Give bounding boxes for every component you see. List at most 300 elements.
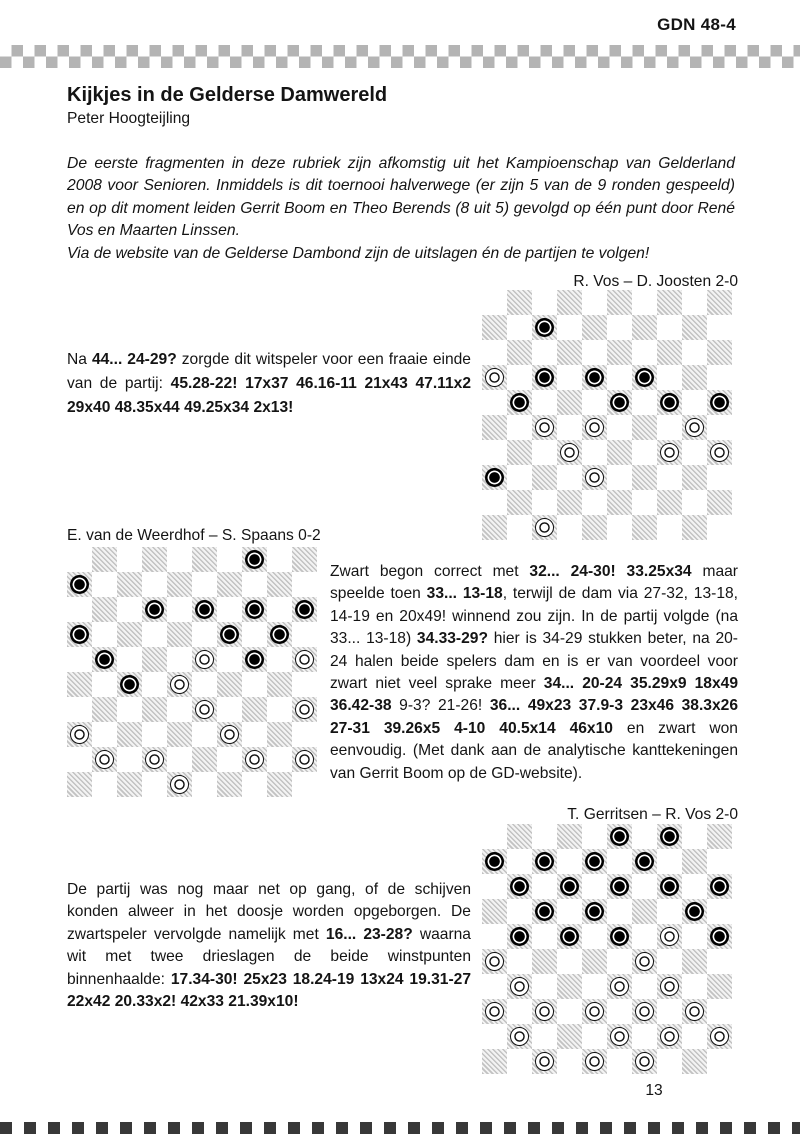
board-square — [167, 622, 192, 647]
board-square — [657, 924, 682, 949]
board-square — [632, 290, 657, 315]
board-square — [707, 949, 732, 974]
white-piece — [170, 675, 189, 694]
white-piece — [660, 977, 679, 996]
board-square — [507, 1049, 532, 1074]
board-square — [117, 697, 142, 722]
board-square — [532, 1049, 557, 1074]
board-square — [707, 824, 732, 849]
white-piece — [485, 952, 504, 971]
board-square — [632, 390, 657, 415]
move-notation: 45.28-22! 17x37 46.16-11 21x43 47.11x2 29x40 48.35x44 49.25x34 2x13! — [67, 374, 472, 416]
move-notation: 34... 20-24 35.29x9 18x49 36.42-38 — [330, 675, 739, 715]
black-piece — [510, 927, 529, 946]
black-piece — [535, 902, 554, 921]
board-square — [632, 824, 657, 849]
board-square — [242, 722, 267, 747]
board-square — [707, 365, 732, 390]
board-square — [657, 290, 682, 315]
white-piece — [295, 750, 314, 769]
board-square — [242, 747, 267, 772]
board-square — [482, 849, 507, 874]
board-square — [92, 772, 117, 797]
board-square — [292, 747, 317, 772]
white-piece — [635, 1052, 654, 1071]
board-square — [532, 1024, 557, 1049]
board-square — [607, 974, 632, 999]
move-notation: 33... 13-18 — [426, 585, 503, 603]
board-square — [482, 999, 507, 1024]
board-square — [92, 572, 117, 597]
white-piece — [535, 1002, 554, 1021]
white-piece — [195, 700, 214, 719]
issue-label: GDN 48-4 — [657, 15, 736, 34]
board-square — [582, 415, 607, 440]
board-square — [217, 547, 242, 572]
board-square — [267, 572, 292, 597]
black-piece — [710, 877, 729, 896]
board-square — [582, 465, 607, 490]
board-square — [682, 824, 707, 849]
board-square — [582, 365, 607, 390]
white-piece — [535, 418, 554, 437]
black-piece — [535, 852, 554, 871]
board-square — [117, 722, 142, 747]
board-square — [657, 999, 682, 1024]
board-square — [167, 747, 192, 772]
board-square — [482, 974, 507, 999]
black-piece — [685, 902, 704, 921]
board-square — [632, 490, 657, 515]
board-square — [292, 547, 317, 572]
board-square — [142, 622, 167, 647]
board-square — [292, 772, 317, 797]
board-square — [607, 390, 632, 415]
board-square — [607, 465, 632, 490]
board-square — [292, 722, 317, 747]
board-square — [682, 899, 707, 924]
board-square — [632, 999, 657, 1024]
black-piece — [610, 827, 629, 846]
black-piece — [610, 393, 629, 412]
board-square — [142, 572, 167, 597]
board-square — [682, 874, 707, 899]
board-square — [267, 547, 292, 572]
board-square — [557, 290, 582, 315]
board-square — [632, 340, 657, 365]
board-square — [557, 899, 582, 924]
move-notation: 16... 23-28? — [325, 925, 413, 943]
board-square — [657, 899, 682, 924]
white-piece — [710, 443, 729, 462]
board-square — [292, 697, 317, 722]
board-square — [507, 849, 532, 874]
board-square — [532, 440, 557, 465]
board-square — [557, 490, 582, 515]
intro-text-2: Via de website van de Gelderse Dambond zijn de uitslagen én de partijen te volgen! — [67, 244, 650, 262]
board-square — [217, 722, 242, 747]
board-square — [242, 622, 267, 647]
black-piece — [510, 877, 529, 896]
game2-caption: E. van de Weerdhof – S. Spaans 0-2 — [67, 527, 321, 544]
board-square — [632, 465, 657, 490]
board-square — [582, 515, 607, 540]
board-square — [507, 899, 532, 924]
white-piece — [585, 1052, 604, 1071]
board-square — [682, 365, 707, 390]
board-square — [267, 772, 292, 797]
board-square — [582, 974, 607, 999]
black-piece — [560, 927, 579, 946]
board-square — [117, 622, 142, 647]
commentary-text: waarna wit met twee drieslagen de beide winstpunten binnenhaalde: — [67, 925, 471, 988]
board-square — [632, 924, 657, 949]
board-square — [707, 290, 732, 315]
board-square — [682, 490, 707, 515]
board-square — [217, 647, 242, 672]
board-square — [582, 949, 607, 974]
board-square — [267, 697, 292, 722]
board-square — [192, 772, 217, 797]
board-square — [607, 290, 632, 315]
board-square — [632, 440, 657, 465]
board-square — [682, 315, 707, 340]
board-square — [482, 515, 507, 540]
board-square — [217, 772, 242, 797]
board-square — [682, 1049, 707, 1074]
board-square — [607, 415, 632, 440]
board-square — [532, 490, 557, 515]
board-square — [557, 874, 582, 899]
board-square — [192, 672, 217, 697]
black-piece — [560, 877, 579, 896]
board-square — [292, 672, 317, 697]
board-square — [92, 622, 117, 647]
white-piece — [95, 750, 114, 769]
board-square — [267, 597, 292, 622]
board-square — [607, 874, 632, 899]
board-square — [507, 999, 532, 1024]
white-piece — [170, 775, 189, 794]
board-square — [682, 974, 707, 999]
board-square — [117, 547, 142, 572]
board-square — [532, 415, 557, 440]
board-square — [682, 465, 707, 490]
white-piece — [295, 700, 314, 719]
board-square — [217, 672, 242, 697]
board-square — [267, 622, 292, 647]
black-piece — [635, 852, 654, 871]
board-square — [707, 924, 732, 949]
board-square — [192, 547, 217, 572]
board-square — [532, 340, 557, 365]
board-square — [607, 899, 632, 924]
white-piece — [70, 725, 89, 744]
board-square — [242, 572, 267, 597]
commentary-text: maar speelde toen — [330, 563, 738, 603]
board-square — [532, 874, 557, 899]
game1-draughts-board — [482, 290, 732, 540]
commentary-text: hier is 34-29 stukken beter, na 20-24 halen beide spelers dam en is er van voordeel voor zwart niet veel sprake meer — [330, 630, 738, 693]
board-square — [67, 622, 92, 647]
board-square — [582, 824, 607, 849]
board-square — [707, 415, 732, 440]
board-square — [67, 647, 92, 672]
board-square — [607, 315, 632, 340]
board-square — [167, 647, 192, 672]
board-square — [117, 597, 142, 622]
white-piece — [635, 1002, 654, 1021]
board-square — [707, 440, 732, 465]
board-square — [482, 924, 507, 949]
board-square — [142, 672, 167, 697]
board-square — [67, 697, 92, 722]
board-square — [632, 874, 657, 899]
white-piece — [585, 468, 604, 487]
board-square — [532, 315, 557, 340]
board-square — [582, 849, 607, 874]
board-square — [242, 697, 267, 722]
board-square — [607, 849, 632, 874]
board-square — [292, 622, 317, 647]
board-square — [507, 924, 532, 949]
board-square — [707, 490, 732, 515]
board-square — [142, 747, 167, 772]
board-square — [557, 1024, 582, 1049]
board-square — [607, 490, 632, 515]
white-piece — [485, 368, 504, 387]
board-square — [682, 340, 707, 365]
board-square — [192, 747, 217, 772]
black-piece — [145, 600, 164, 619]
board-square — [92, 647, 117, 672]
board-square — [217, 697, 242, 722]
board-square — [67, 597, 92, 622]
board-square — [267, 747, 292, 772]
board-square — [217, 572, 242, 597]
board-square — [507, 440, 532, 465]
white-piece — [660, 1027, 679, 1046]
board-square — [217, 622, 242, 647]
white-piece — [195, 650, 214, 669]
board-square — [92, 597, 117, 622]
board-square — [582, 440, 607, 465]
black-piece — [660, 393, 679, 412]
board-square — [607, 515, 632, 540]
move-notation: 32... 24-30! 33.25x34 — [529, 563, 692, 580]
board-square — [557, 824, 582, 849]
board-square — [707, 874, 732, 899]
board-square — [167, 672, 192, 697]
board-square — [192, 622, 217, 647]
board-square — [682, 849, 707, 874]
board-square — [142, 647, 167, 672]
board-square — [92, 722, 117, 747]
black-piece — [585, 368, 604, 387]
board-square — [582, 340, 607, 365]
board-square — [657, 390, 682, 415]
board-square — [267, 672, 292, 697]
board-square — [607, 999, 632, 1024]
board-square — [707, 1049, 732, 1074]
commentary-text: De partij was nog maar net op gang, of de schijven konden alweer in het doosje worden opgeborgen. De zwartspeler vervolgde namelijk met — [67, 881, 471, 943]
board-square — [117, 672, 142, 697]
black-piece — [610, 927, 629, 946]
board-square — [532, 999, 557, 1024]
white-piece — [535, 1052, 554, 1071]
board-square — [532, 390, 557, 415]
board-square — [507, 315, 532, 340]
board-square — [657, 874, 682, 899]
board-square — [707, 849, 732, 874]
board-square — [632, 849, 657, 874]
board-square — [607, 365, 632, 390]
board-square — [632, 899, 657, 924]
move-notation: 36... 49x23 37.9-3 23x46 38.3x26 27-31 39.26x5 4-10 40.5x14 46x10 — [330, 697, 738, 737]
board-square — [482, 874, 507, 899]
board-square — [482, 899, 507, 924]
board-square — [482, 365, 507, 390]
black-piece — [485, 852, 504, 871]
board-square — [557, 340, 582, 365]
board-square — [582, 490, 607, 515]
board-square — [607, 340, 632, 365]
board-square — [292, 647, 317, 672]
board-square — [67, 747, 92, 772]
game1-commentary — [67, 348, 471, 419]
game3-draughts-board — [482, 824, 732, 1074]
board-square — [607, 440, 632, 465]
board-square — [557, 924, 582, 949]
board-square — [582, 874, 607, 899]
white-piece — [560, 443, 579, 462]
board-square — [607, 924, 632, 949]
board-square — [532, 365, 557, 390]
board-square — [707, 1024, 732, 1049]
board-square — [482, 415, 507, 440]
board-square — [682, 949, 707, 974]
board-square — [532, 924, 557, 949]
black-piece — [635, 368, 654, 387]
board-square — [557, 315, 582, 340]
black-piece — [660, 827, 679, 846]
board-square — [482, 315, 507, 340]
board-square — [707, 390, 732, 415]
commentary-text: zorgde dit witspeler voor een fraaie einde van de partij: — [67, 351, 471, 392]
board-square — [482, 490, 507, 515]
commentary-text: Na — [67, 351, 92, 368]
black-piece — [295, 600, 314, 619]
board-square — [482, 949, 507, 974]
intro-text-1: De eerste fragmenten in deze rubriek zijn afkomstig uit het Kampioenschap van Gelderland 2008 voor Senioren. Inmiddels is dit toernooi halverwege (er zijn 5 van de 9 ronden gespeeld) en op dit moment leiden Gerrit Boom en Theo Berends (8 uit 5) gevolgd op één punt door René Vos en Maarten Linssen. — [67, 155, 735, 240]
board-square — [532, 465, 557, 490]
board-square — [632, 415, 657, 440]
board-square — [142, 697, 167, 722]
white-piece — [610, 1027, 629, 1046]
commentary-text: Zwart begon correct met — [330, 563, 530, 580]
board-square — [557, 999, 582, 1024]
board-square — [267, 647, 292, 672]
board-square — [142, 547, 167, 572]
board-square — [607, 949, 632, 974]
board-square — [557, 415, 582, 440]
board-square — [242, 672, 267, 697]
game3-commentary — [67, 879, 471, 1013]
board-square — [67, 572, 92, 597]
board-square — [507, 515, 532, 540]
board-square — [557, 1049, 582, 1074]
board-square — [632, 949, 657, 974]
black-piece — [610, 877, 629, 896]
white-piece — [685, 1002, 704, 1021]
board-square — [167, 722, 192, 747]
white-piece — [710, 1027, 729, 1046]
board-square — [582, 290, 607, 315]
board-square — [682, 390, 707, 415]
board-square — [167, 772, 192, 797]
board-square — [507, 290, 532, 315]
board-square — [482, 440, 507, 465]
board-square — [117, 572, 142, 597]
board-square — [192, 572, 217, 597]
board-square — [557, 440, 582, 465]
board-square — [142, 772, 167, 797]
board-square — [657, 849, 682, 874]
board-square — [507, 874, 532, 899]
white-piece — [635, 952, 654, 971]
board-square — [482, 1049, 507, 1074]
board-square — [632, 315, 657, 340]
article-author: Peter Hoogteijling — [67, 110, 191, 127]
board-square — [582, 315, 607, 340]
black-piece — [535, 368, 554, 387]
board-square — [507, 1024, 532, 1049]
board-square — [582, 924, 607, 949]
board-square — [67, 672, 92, 697]
black-piece — [485, 468, 504, 487]
board-square — [557, 390, 582, 415]
board-square — [707, 340, 732, 365]
board-square — [657, 949, 682, 974]
board-square — [532, 949, 557, 974]
board-square — [682, 440, 707, 465]
board-square — [657, 515, 682, 540]
board-square — [582, 1049, 607, 1074]
black-piece — [245, 600, 264, 619]
board-square — [657, 340, 682, 365]
board-square — [532, 824, 557, 849]
board-square — [292, 572, 317, 597]
board-square — [67, 722, 92, 747]
board-square — [507, 390, 532, 415]
board-square — [242, 597, 267, 622]
white-piece — [685, 418, 704, 437]
black-piece — [245, 550, 264, 569]
commentary-text: 9-3? 21-26! — [391, 697, 490, 715]
board-square — [707, 899, 732, 924]
game3-caption: T. Gerritsen – R. Vos 2-0 — [567, 806, 738, 823]
white-piece — [485, 1002, 504, 1021]
board-square — [67, 772, 92, 797]
white-piece — [245, 750, 264, 769]
board-square — [532, 849, 557, 874]
board-square — [292, 597, 317, 622]
board-square — [557, 515, 582, 540]
white-piece — [660, 443, 679, 462]
board-square — [707, 315, 732, 340]
black-piece — [270, 625, 289, 644]
white-piece — [660, 927, 679, 946]
